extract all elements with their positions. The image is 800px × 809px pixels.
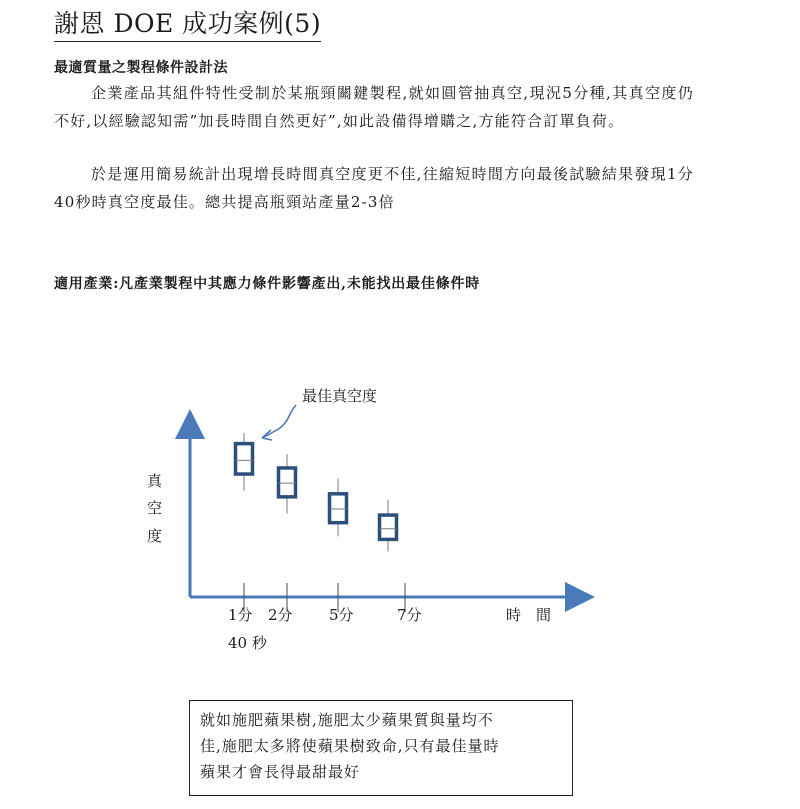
- box-2: [279, 454, 296, 513]
- x-axis-label: 時 間: [506, 606, 552, 624]
- note-line-1: 就如施肥蘋果樹,施肥太少蘋果質與量均不: [200, 711, 494, 729]
- x-tick-label-1: 1分: [228, 606, 253, 624]
- box-3: [330, 479, 347, 537]
- paragraph-2: 於是運用簡易統計出現增長時間真空度更不佳,往縮短時間方向最後試驗結果發現1分40秒時真空度最佳。總共提高瓶頸站產量2-3倍: [54, 165, 694, 211]
- analogy-note: [189, 700, 573, 796]
- box-body-2: [279, 468, 296, 497]
- y-label-char-3: 度: [147, 527, 163, 545]
- note-line-3: 蘋果才會長得最甜最好: [200, 763, 361, 781]
- x-tick-sublabel: 40 秒: [228, 634, 267, 652]
- y-label-char-2: 空: [147, 499, 163, 517]
- industry-statement: 適用產業:凡產業製程中其應力條件影響產出,未能找出最佳條件時: [54, 276, 481, 292]
- box-1: [236, 433, 253, 491]
- note-line-2: 佳,施肥太多將使蘋果樹致命,只有最佳量時: [200, 737, 500, 755]
- box-4: [380, 500, 397, 552]
- box-body-1: [236, 444, 253, 474]
- annotation-label: 最佳真空度: [302, 387, 378, 405]
- y-label-char-1: 真: [147, 472, 163, 490]
- box-body-4: [380, 515, 397, 539]
- x-tick-label-4: 7分: [397, 606, 422, 624]
- paragraph-1: 企業產品其組件特性受制於某瓶頸關鍵製程,就如圓管抽真空,現況5分種,其真空度仍不好,以經驗認知需”加長時間自然更好”,如此設備得增購之,方能符合訂單負荷。: [54, 84, 694, 130]
- box-body-3: [330, 494, 347, 523]
- section-subtitle: 最適質量之製程條件設計法: [54, 60, 228, 76]
- box-layer: [236, 433, 397, 552]
- x-tick-label-2: 2分: [268, 606, 293, 624]
- page-title: 謝恩 DOE 成功案例(5): [54, 8, 321, 42]
- x-tick-label-3: 5分: [329, 606, 354, 624]
